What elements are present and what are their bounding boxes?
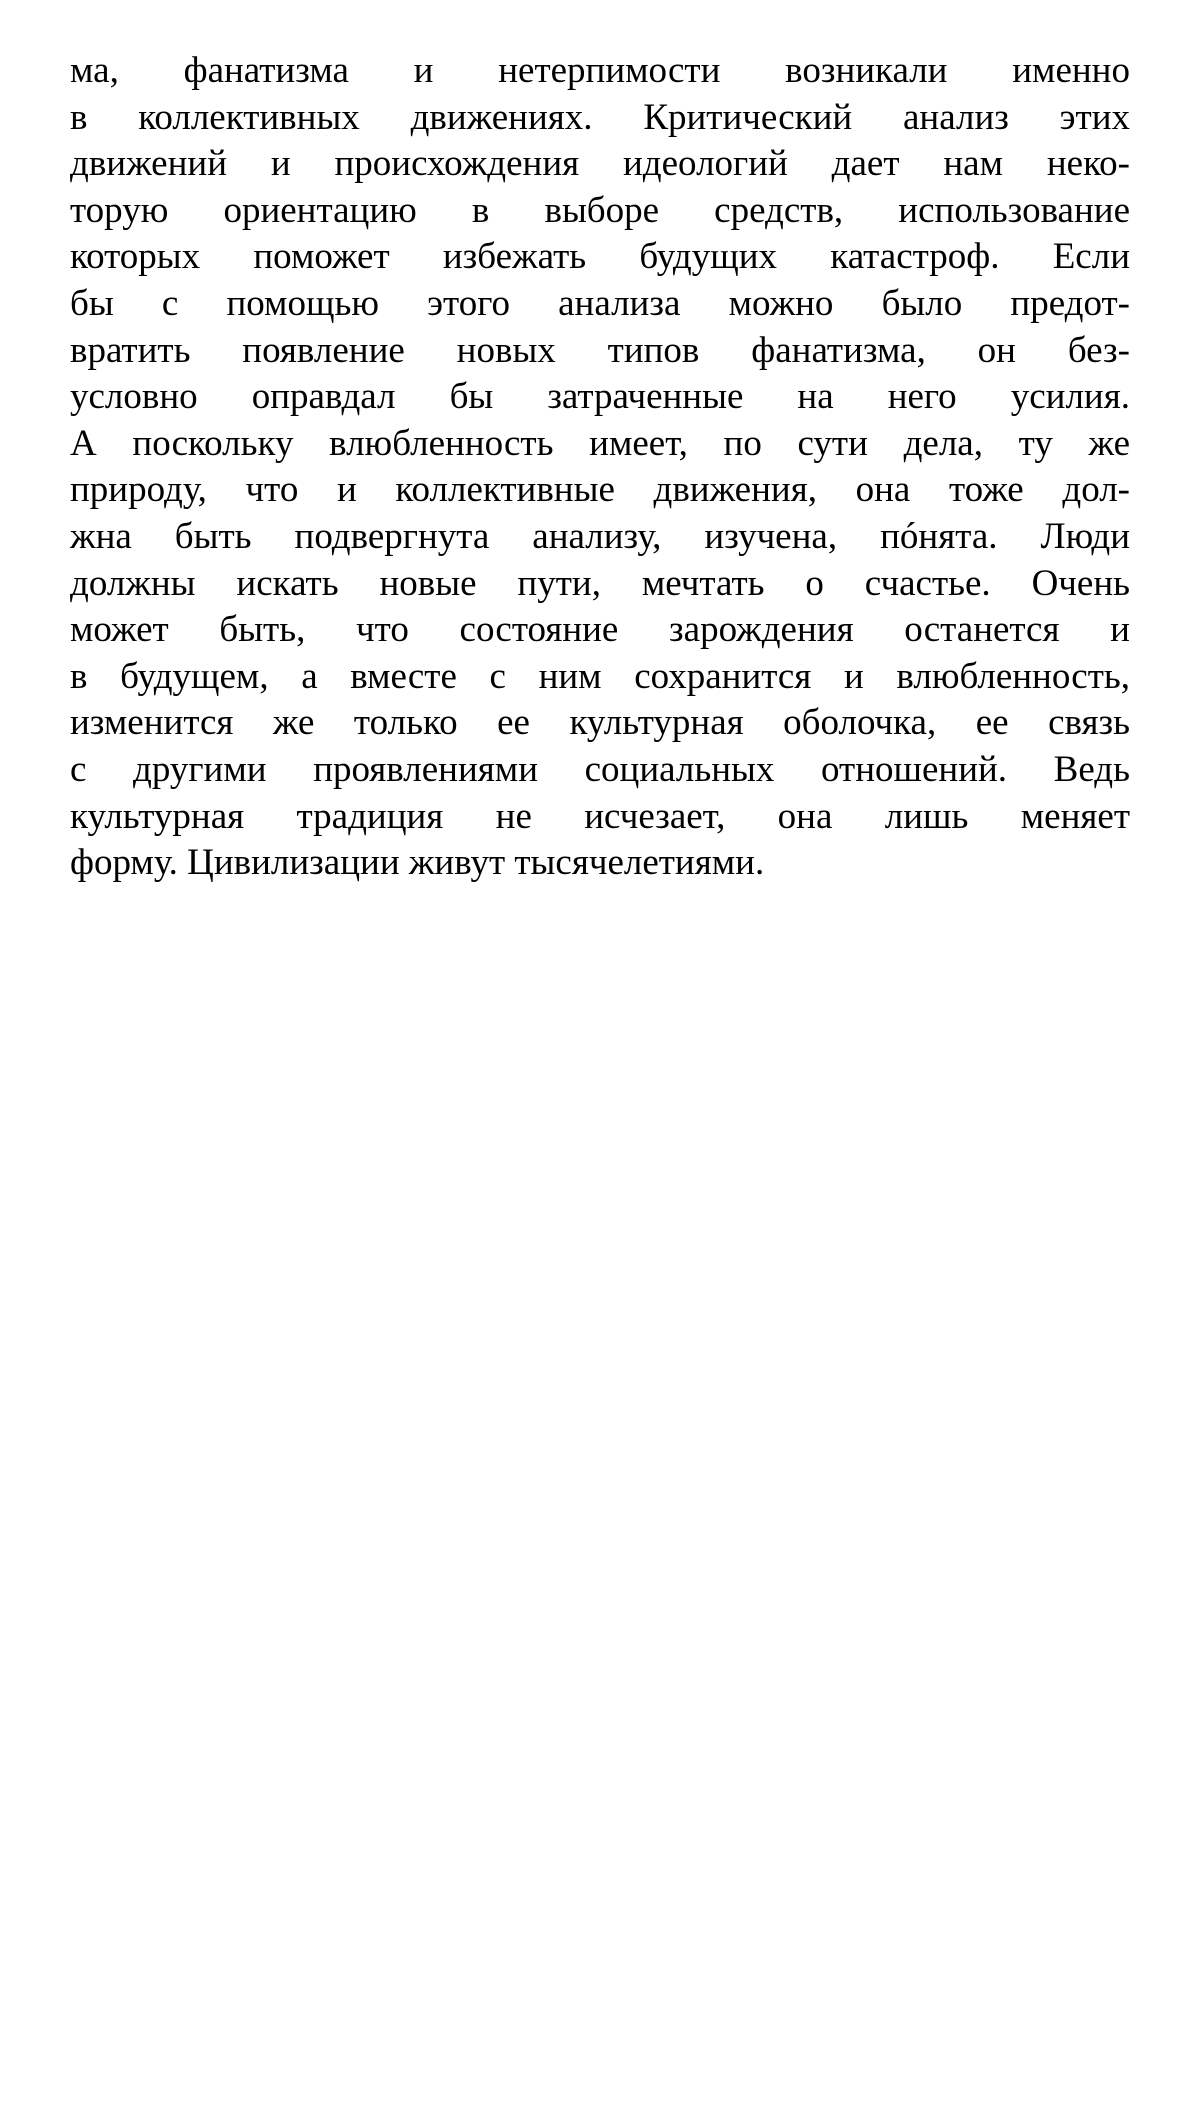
text-line: с другими проявлениями социальных отношений. Ведь: [70, 748, 1130, 790]
text-line: которых поможет избежать будущих катастроф. Если: [70, 236, 1130, 278]
text-line: торую ориентацию в выборе средств, использование: [70, 189, 1130, 231]
text-line: вратить появление новых типов фанатизма, он без-: [70, 329, 1130, 371]
text-line: культурная традиция не исчезает, она лишь меняет: [70, 795, 1130, 837]
text-line: природу, что и коллективные движения, она тоже дол-: [70, 469, 1130, 511]
text-line: движений и происхождения идеологий дает нам неко-: [70, 143, 1130, 185]
text-line: изменится же только ее культурная оболочка, ее связь: [70, 702, 1130, 744]
body-text: [70, 48, 1130, 887]
text-line: может быть, что состояние зарождения останется и: [70, 609, 1130, 651]
text-line: ма, фанатизма и нетерпимости возникали именно: [70, 50, 1130, 91]
text-line: А поскольку влюбленность имеет, по сути дела, ту же: [70, 422, 1130, 464]
text-line-last: форму. Цивилизации живут тысячелетиями.: [70, 842, 765, 884]
text-line: должны искать новые пути, мечтать о счастье. Очень: [70, 562, 1130, 604]
text-line: бы с помощью этого анализа можно было предот-: [70, 282, 1130, 324]
text-line: условно оправдал бы затраченные на него усилия.: [70, 376, 1130, 418]
text-line: в коллективных движениях. Критический анализ этих: [70, 96, 1130, 138]
text-line: в будущем, а вместе с ним сохранится и влюбленность,: [70, 655, 1130, 697]
text-line: жна быть подвергнута анализу, изучена, пóнята. Люди: [70, 515, 1130, 557]
